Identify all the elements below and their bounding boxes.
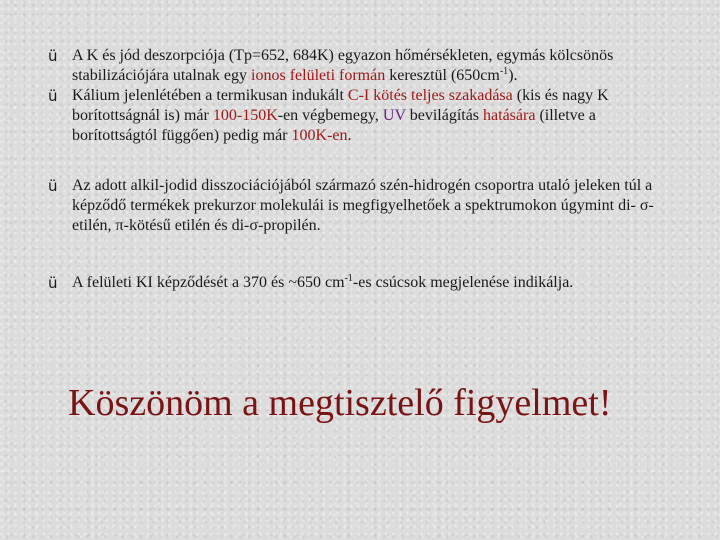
highlight-text: 100K-en — [291, 127, 348, 144]
bullet-text: keresztül (650cm — [385, 67, 500, 84]
superscript: -1 — [344, 273, 353, 284]
bullet-text: A felületi KI képződését a 370 és ~650 cm — [72, 274, 345, 291]
bullet-text: bevilágítás — [405, 107, 484, 124]
bullet-text: Kálium jelenlétében a termikusan indukált — [72, 87, 348, 104]
bullet-text: . — [347, 127, 352, 144]
checkmark-icon: ü — [48, 87, 58, 105]
bullet-item-ki-formation — [48, 273, 678, 293]
highlight-text: UV — [382, 107, 406, 124]
checkmark-icon: ü — [48, 47, 58, 65]
bullet-text: (illetve a borítottságtól függően) pedig már — [72, 107, 596, 144]
checkmark-icon: ü — [48, 274, 58, 292]
bullet-text: -es csúcsok megjelenése indikálja. — [352, 274, 574, 291]
highlight-text: hatására — [483, 107, 536, 124]
superscript: -1 — [499, 66, 509, 77]
bullet-list — [48, 46, 678, 293]
bullet-text: (kis és nagy K borítottságnál is) már — [72, 87, 609, 124]
highlight-text: ionos felületi formán — [251, 67, 386, 84]
bullet-text: Az adott alkil-jodid disszociációjából származó szén-hidrogén csoportra utaló jeleken túl a képződő termékek prekurzor molekulái is megfigyelhetőek a spektrumokon úgymint di- σ-etilén, π-kötésű etilén és di-σ-propilén. — [72, 177, 654, 234]
highlight-text: C-I kötés teljes szakadása — [347, 87, 513, 104]
bullet-item-potassium — [48, 86, 678, 146]
bullet-item-precursors — [48, 176, 678, 236]
bullet-text: -en végbemegy, — [277, 107, 383, 124]
closing-thanks: Köszönöm a megtisztelő figyelmet! — [68, 382, 612, 424]
bullet-text: A K és jód deszorpciója (Tp=652, 684K) egyazon hőmérsékleten, egymás kölcsönös stabilizációjára utalnak egy — [72, 47, 614, 84]
highlight-text: 100-150K — [212, 107, 278, 124]
checkmark-icon: ü — [48, 177, 58, 195]
bullet-item-desorption — [48, 46, 678, 86]
bullet-text: ). — [508, 67, 518, 84]
